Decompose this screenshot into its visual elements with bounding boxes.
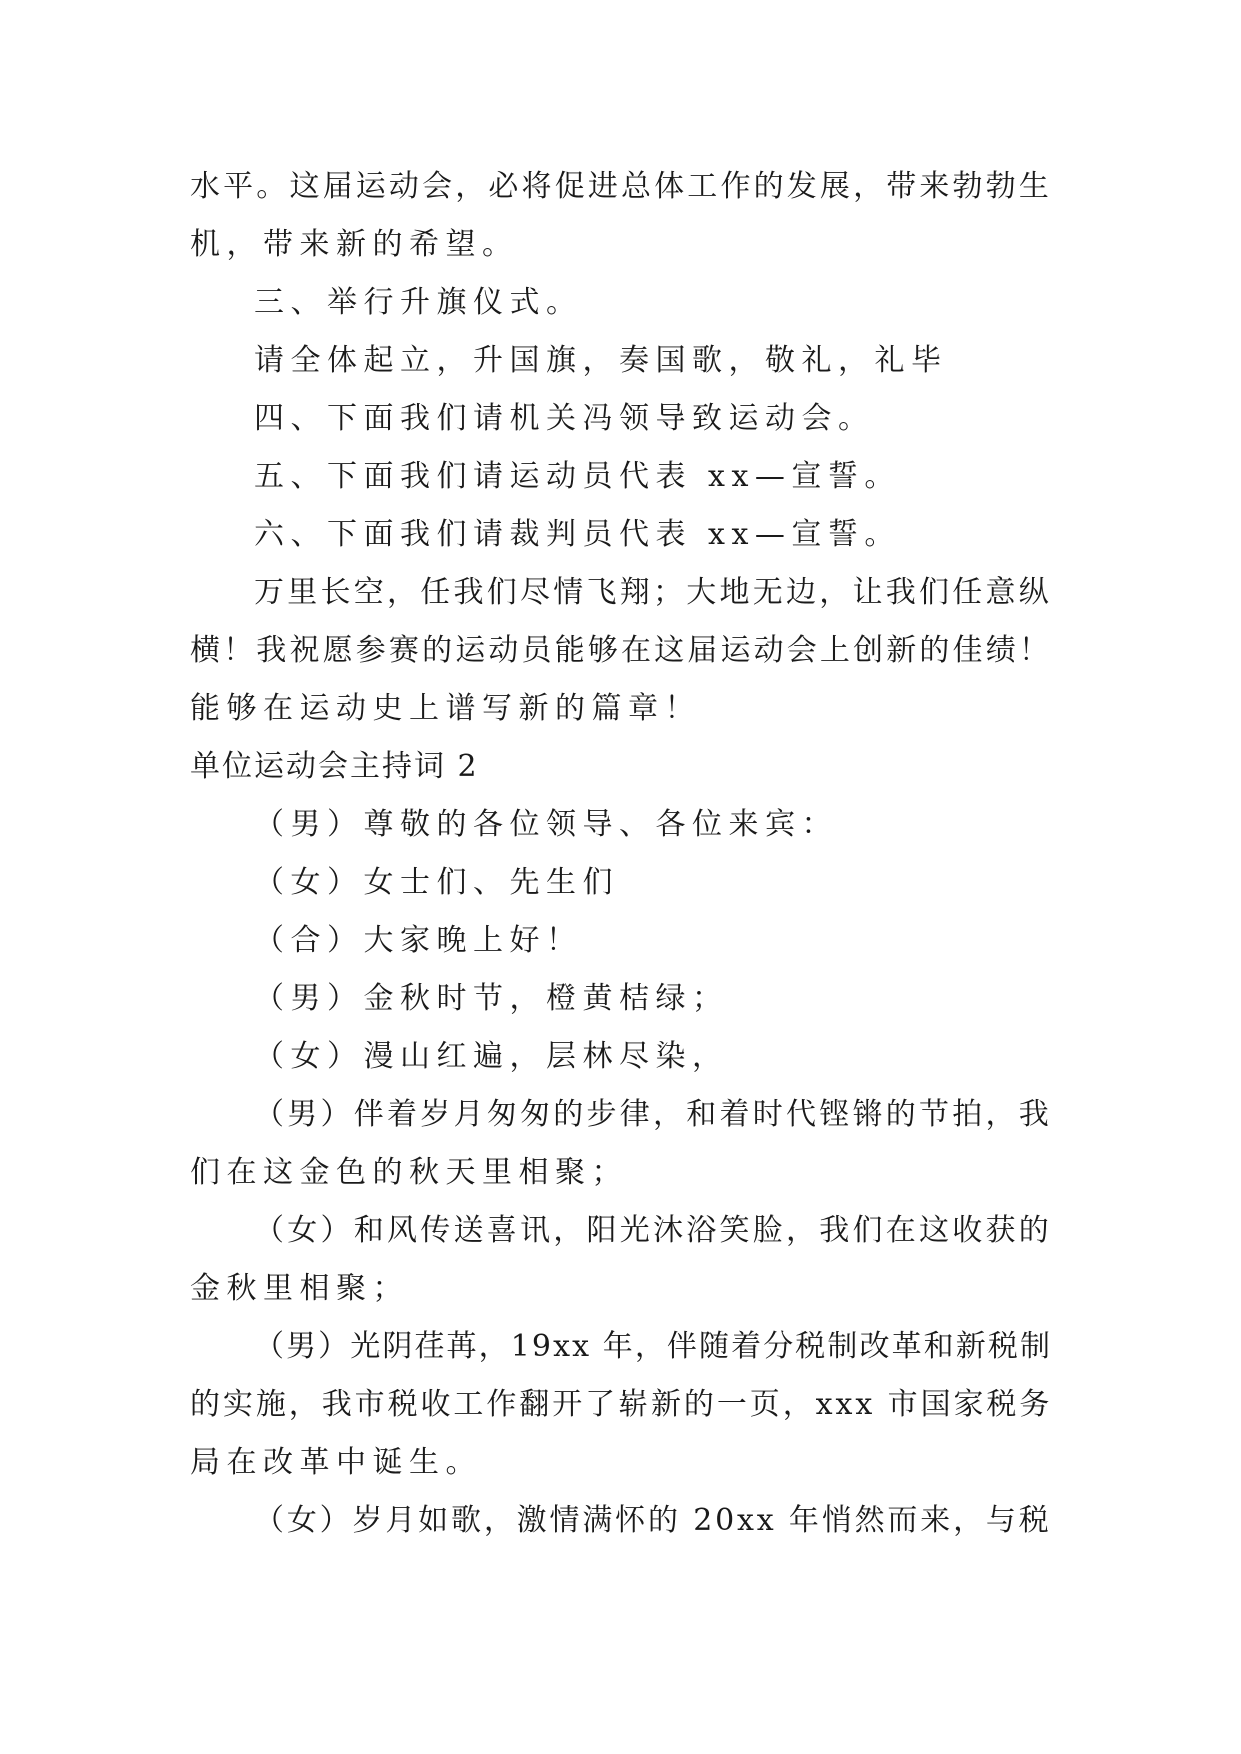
section-heading: 六、下面我们请裁判员代表 xx—宣誓。 <box>254 517 901 552</box>
dialogue-line: （女）漫山红遍，层林尽染， <box>254 1039 729 1074</box>
section-heading: 三、举行升旗仪式。 <box>254 285 583 320</box>
text-line: 能够在运动史上谱写新的篇章！ <box>190 691 701 726</box>
section-heading: 四、下面我们请机关冯领导致运动会。 <box>254 401 875 436</box>
text-line: 金秋里相聚； <box>190 1271 409 1306</box>
text-line: 们在这金色的秋天里相聚； <box>190 1155 628 1190</box>
dialogue-line: （女）女士们、先生们 <box>254 865 619 900</box>
text-line: 局在改革中诞生。 <box>190 1445 482 1480</box>
text-line: 横！我祝愿参赛的运动员能够在这届运动会上创新的佳绩！ <box>190 633 1052 668</box>
document-subtitle: 单位运动会主持词 2 <box>190 749 479 784</box>
dialogue-line: （男）金秋时节，橙黄桔绿； <box>254 981 729 1016</box>
dialogue-line: （女）岁月如歌，激情满怀的 20xx 年悄然而来，与税 <box>254 1503 1052 1538</box>
text-line: 水平。这届运动会，必将促进总体工作的发展，带来勃勃生 <box>190 169 1052 204</box>
text-line: 请全体起立，升国旗，奏国歌，敬礼，礼毕 <box>254 343 948 378</box>
dialogue-line: （女）和风传送喜讯，阳光沐浴笑脸，我们在这收获的 <box>254 1213 1052 1248</box>
dialogue-line: （男）尊敬的各位领导、各位来宾： <box>254 807 838 842</box>
section-heading: 五、下面我们请运动员代表 xx—宣誓。 <box>254 459 901 494</box>
text-line: 机，带来新的希望。 <box>190 227 519 262</box>
dialogue-line: （合）大家晚上好！ <box>254 923 583 958</box>
text-line: 的实施，我市税收工作翻开了崭新的一页，xxx 市国家税务 <box>190 1387 1053 1422</box>
dialogue-line: （男）伴着岁月匆匆的步律，和着时代铿锵的节拍，我 <box>254 1097 1052 1132</box>
text-line: 万里长空，任我们尽情飞翔；大地无边，让我们任意纵 <box>254 575 1052 610</box>
document-body <box>190 158 1052 1550</box>
dialogue-line: （男）光阴荏苒，19xx 年，伴随着分税制改革和新税制 <box>254 1329 1053 1364</box>
